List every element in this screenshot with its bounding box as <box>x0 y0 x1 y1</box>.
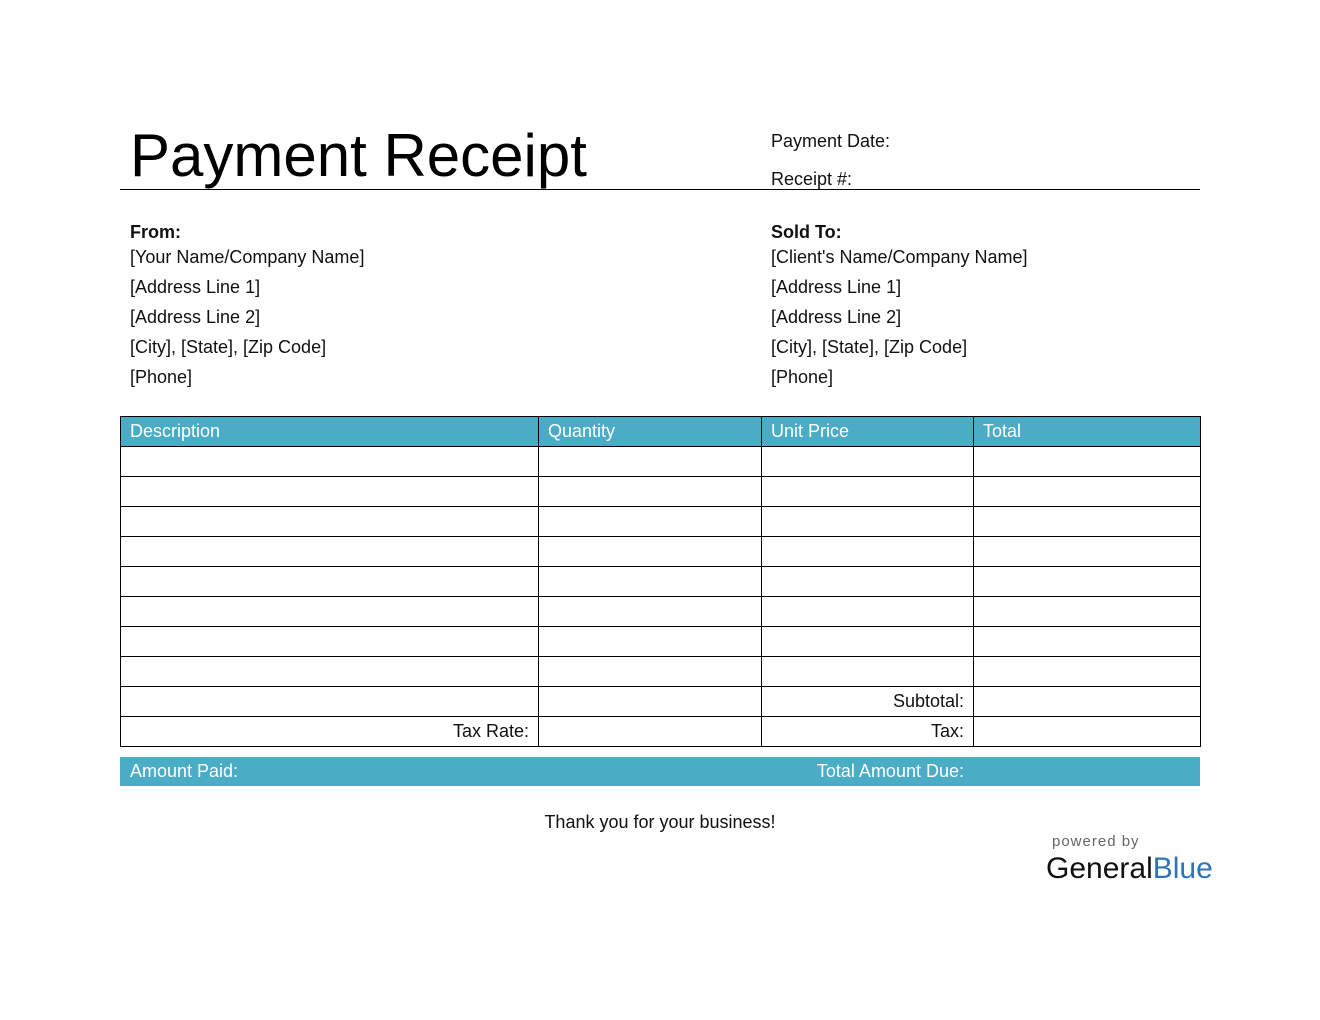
cell-total[interactable] <box>974 447 1201 477</box>
cell-unit-price[interactable] <box>762 627 974 657</box>
cell-quantity[interactable] <box>539 597 762 627</box>
client-city-state-zip[interactable]: [City], [State], [Zip Code] <box>771 337 968 357</box>
subtotal-value[interactable] <box>974 687 1201 717</box>
payment-date-label: Payment Date: <box>771 131 891 151</box>
cell-unit-price[interactable] <box>762 507 974 537</box>
cell-description[interactable] <box>121 477 539 507</box>
cell-total[interactable] <box>974 627 1201 657</box>
client-phone[interactable]: [Phone] <box>771 367 834 387</box>
cell-quantity[interactable] <box>539 567 762 597</box>
table-row <box>121 627 1201 657</box>
cell-description[interactable] <box>121 567 539 597</box>
column-header-description: Description <box>121 417 539 447</box>
subtotal-row <box>121 687 1201 717</box>
receipt-number-label: Receipt #: <box>771 169 853 189</box>
cell-quantity[interactable] <box>539 477 762 507</box>
cell-unit-price[interactable] <box>762 657 974 687</box>
sold-to-heading: Sold To: <box>771 222 842 242</box>
column-header-unit-price: Unit Price <box>762 417 974 447</box>
table-row <box>121 657 1201 687</box>
table-row <box>121 477 1201 507</box>
cell-total[interactable] <box>974 567 1201 597</box>
amount-summary-bar <box>120 757 1200 786</box>
total-amount-due-label: Total Amount Due: <box>816 761 964 781</box>
column-header-total: Total <box>974 417 1201 447</box>
cell-unit-price[interactable] <box>762 567 974 597</box>
powered-by-text: powered by <box>1052 833 1140 850</box>
tax-label: Tax: <box>762 717 974 747</box>
generalblue-logo[interactable] <box>1046 852 1213 886</box>
tax-rate-label: Tax Rate: <box>121 717 539 747</box>
cell-unit-price[interactable] <box>762 447 974 477</box>
cell-quantity[interactable] <box>539 447 762 477</box>
thank-you-note: Thank you for your business! <box>544 812 776 832</box>
brand-blue: Blue <box>1152 852 1213 885</box>
table-row <box>121 597 1201 627</box>
cell-quantity[interactable] <box>539 627 762 657</box>
table-row <box>121 507 1201 537</box>
cell-description[interactable] <box>121 627 539 657</box>
from-phone[interactable]: [Phone] <box>130 367 193 387</box>
from-name[interactable]: [Your Name/Company Name] <box>130 247 365 267</box>
cell-description[interactable] <box>121 657 539 687</box>
client-address-line-1[interactable]: [Address Line 1] <box>771 277 902 297</box>
tax-rate-value[interactable] <box>539 717 762 747</box>
cell-quantity[interactable] <box>539 507 762 537</box>
cell-unit-price[interactable] <box>762 597 974 627</box>
cell-total[interactable] <box>974 597 1201 627</box>
client-name[interactable]: [Client's Name/Company Name] <box>771 247 1028 267</box>
cell-total[interactable] <box>974 507 1201 537</box>
from-block <box>130 222 364 392</box>
amount-paid-label: Amount Paid: <box>130 761 239 781</box>
from-heading: From: <box>130 222 181 242</box>
table-header-row <box>121 417 1201 447</box>
header-divider <box>120 189 1200 190</box>
page-title: Payment Receipt <box>130 122 587 189</box>
items-table <box>120 416 1201 747</box>
from-address-line-1[interactable]: [Address Line 1] <box>130 277 261 297</box>
cell-blank <box>121 687 539 717</box>
cell-description[interactable] <box>121 537 539 567</box>
table-row <box>121 567 1201 597</box>
from-city-state-zip[interactable]: [City], [State], [Zip Code] <box>130 337 327 357</box>
cell-description[interactable] <box>121 507 539 537</box>
cell-unit-price[interactable] <box>762 537 974 567</box>
cell-quantity[interactable] <box>539 537 762 567</box>
column-header-quantity: Quantity <box>539 417 762 447</box>
cell-total[interactable] <box>974 477 1201 507</box>
table-row <box>121 537 1201 567</box>
subtotal-label: Subtotal: <box>762 687 974 717</box>
cell-description[interactable] <box>121 447 539 477</box>
tax-value[interactable] <box>974 717 1201 747</box>
cell-total[interactable] <box>974 657 1201 687</box>
cell-description[interactable] <box>121 597 539 627</box>
brand-general: General <box>1046 852 1153 885</box>
table-row <box>121 447 1201 477</box>
cell-unit-price[interactable] <box>762 477 974 507</box>
tax-row <box>121 717 1201 747</box>
sold-to-block <box>771 222 1028 392</box>
from-address-line-2[interactable]: [Address Line 2] <box>130 307 261 327</box>
client-address-line-2[interactable]: [Address Line 2] <box>771 307 902 327</box>
cell-total[interactable] <box>974 537 1201 567</box>
cell-quantity[interactable] <box>539 657 762 687</box>
cell-blank <box>539 687 762 717</box>
